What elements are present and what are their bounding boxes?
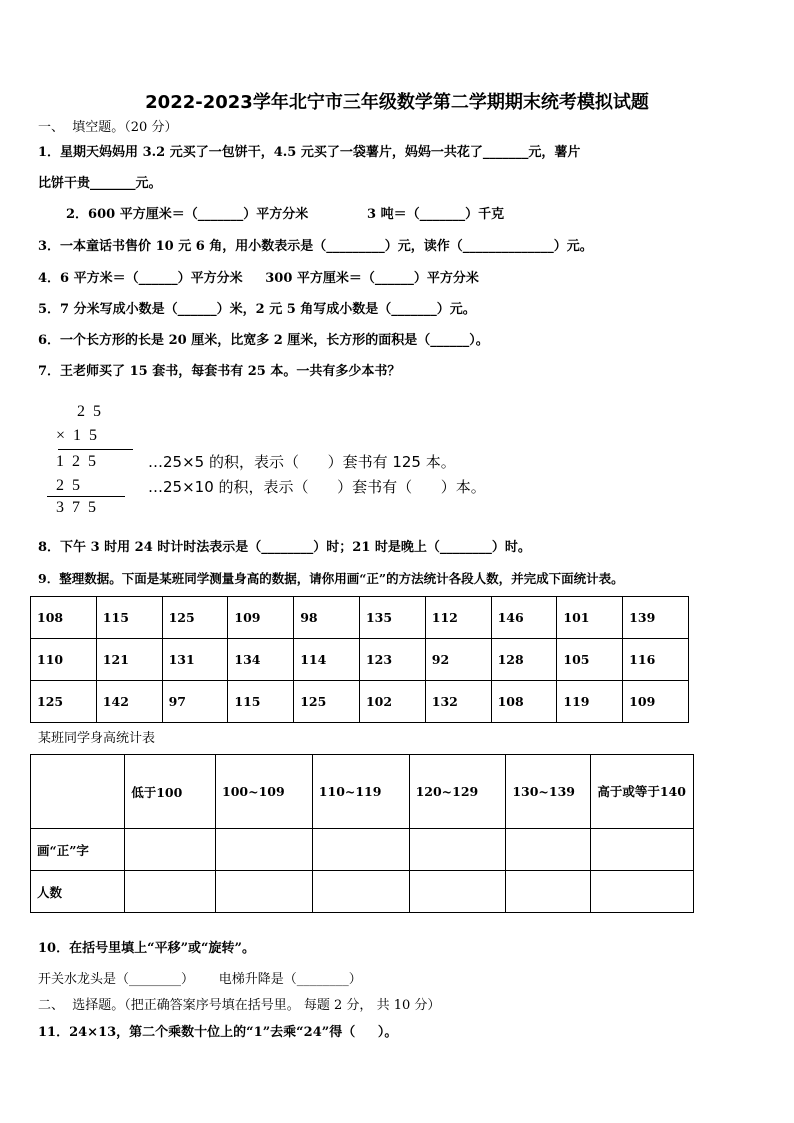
answer-cell[interactable] (506, 871, 591, 913)
height-cell: 139 (623, 597, 689, 639)
table-row (31, 871, 694, 913)
question-2: 2．600 平方厘米＝（_______）平方分米 3 吨＝（_______）千克 (66, 207, 505, 222)
height-cell: 121 (96, 639, 162, 681)
height-data-table (30, 596, 689, 723)
height-cell: 92 (425, 639, 491, 681)
height-cell: 146 (491, 597, 557, 639)
answer-cell[interactable] (591, 871, 694, 913)
answer-cell[interactable] (125, 829, 216, 871)
row-header: 画“正”字 (31, 829, 125, 871)
table-row (31, 597, 689, 639)
question-9: 9．整理数据。下面是某班同学测量身高的数据，请你用画“正”的方法统计各段人数，并完成下面统计表。 (38, 571, 624, 586)
answer-cell[interactable] (506, 829, 591, 871)
height-stats-table (30, 754, 694, 913)
table-row (31, 681, 689, 723)
column-header: 100~109 (216, 755, 313, 829)
column-header: 110~119 (312, 755, 409, 829)
height-cell: 125 (162, 597, 228, 639)
answer-cell[interactable] (216, 871, 313, 913)
column-header: 130~139 (506, 755, 591, 829)
calc-rule (58, 449, 133, 450)
answer-cell[interactable] (409, 829, 506, 871)
height-cell: 115 (228, 681, 294, 723)
question-6: 6．一个长方形的长是 20 厘米，比宽多 2 厘米，长方形的面积是（______）。 (38, 333, 489, 348)
answer-cell[interactable] (409, 871, 506, 913)
column-header: 120~129 (409, 755, 506, 829)
height-cell: 110 (31, 639, 97, 681)
height-cell: 97 (162, 681, 228, 723)
calc-row-2: × 1 5 (56, 427, 100, 444)
section-choice-heading: 二、 选择题。（把正确答案序号填在括号里。 每题 2 分， 共 10 分） (38, 998, 441, 1013)
question-4: 4．6 平方米＝（______）平方分米 300 平方厘米＝（______）平方分米 (38, 271, 479, 286)
question-8: 8．下午 3 时用 24 时计时法表示是（________）时；21 时是晚上（________）时。 (38, 540, 531, 555)
height-cell: 108 (31, 597, 97, 639)
height-cell: 105 (557, 639, 623, 681)
calc-row-4: 2 5 (56, 477, 82, 494)
height-cell: 119 (557, 681, 623, 723)
height-cell: 123 (359, 639, 425, 681)
question-3: 3．一本童话书售价 10 元 6 角，用小数表示是（_________）元，读作（______________）元。 (38, 239, 593, 254)
table-row (31, 639, 689, 681)
calc-rule (47, 496, 125, 497)
height-cell: 142 (96, 681, 162, 723)
height-cell: 135 (359, 597, 425, 639)
page-title: 2022-2023学年北宁市三年级数学第二学期期末统考模拟试题 (145, 92, 649, 113)
question-7: 7．王老师买了 15 套书，每套书有 25 本。一共有多少本书？ (38, 364, 401, 379)
calc-note-2: …25×10 的积，表示（ ）套书有（ ）本。 (148, 478, 486, 496)
question-1-cont: 比饼干贵_______元。 (38, 176, 162, 191)
height-cell: 131 (162, 639, 228, 681)
question-10: 10．在括号里填上“平移”或“旋转”。 (38, 941, 256, 956)
height-cell: 128 (491, 639, 557, 681)
height-cell: 125 (31, 681, 97, 723)
height-cell: 116 (623, 639, 689, 681)
table-row (31, 829, 694, 871)
stats-table-caption: 某班同学身高统计表 (38, 731, 156, 746)
height-cell: 125 (294, 681, 360, 723)
answer-cell[interactable] (591, 829, 694, 871)
column-header: 高于或等于140 (591, 755, 694, 829)
calc-row-5: 3 7 5 (56, 499, 98, 516)
height-cell: 101 (557, 597, 623, 639)
answer-cell[interactable] (312, 829, 409, 871)
calc-row-3: 1 2 5 (56, 453, 98, 470)
section-fill-blank-heading: 一、 填空题。（20 分） (38, 120, 178, 135)
height-cell: 98 (294, 597, 360, 639)
column-header (31, 755, 125, 829)
height-cell: 112 (425, 597, 491, 639)
height-cell: 109 (228, 597, 294, 639)
height-cell: 115 (96, 597, 162, 639)
answer-cell[interactable] (312, 871, 409, 913)
answer-cell[interactable] (125, 871, 216, 913)
height-cell: 114 (294, 639, 360, 681)
height-cell: 132 (425, 681, 491, 723)
height-cell: 102 (359, 681, 425, 723)
row-header: 人数 (31, 871, 125, 913)
calc-row-1: 2 5 (65, 403, 103, 420)
question-10-blanks: 开关水龙头是（________） 电梯升降是（________） (38, 972, 362, 987)
height-cell: 109 (623, 681, 689, 723)
question-5: 5．7 分米写成小数是（______）米，2 元 5 角写成小数是（_______）元。 (38, 302, 476, 317)
question-11: 11．24×13，第二个乘数十位上的“1”去乘“24”得（ ）。 (38, 1025, 398, 1040)
answer-cell[interactable] (216, 829, 313, 871)
height-cell: 108 (491, 681, 557, 723)
calc-note-1: …25×5 的积，表示（ ）套书有 125 本。 (148, 453, 456, 471)
height-cell: 134 (228, 639, 294, 681)
question-1: 1．星期天妈妈用 3.2 元买了一包饼干，4.5 元买了一袋薯片，妈妈一共花了_______元，薯片 (38, 145, 581, 160)
column-header: 低于100 (125, 755, 216, 829)
table-header-row (31, 755, 694, 829)
